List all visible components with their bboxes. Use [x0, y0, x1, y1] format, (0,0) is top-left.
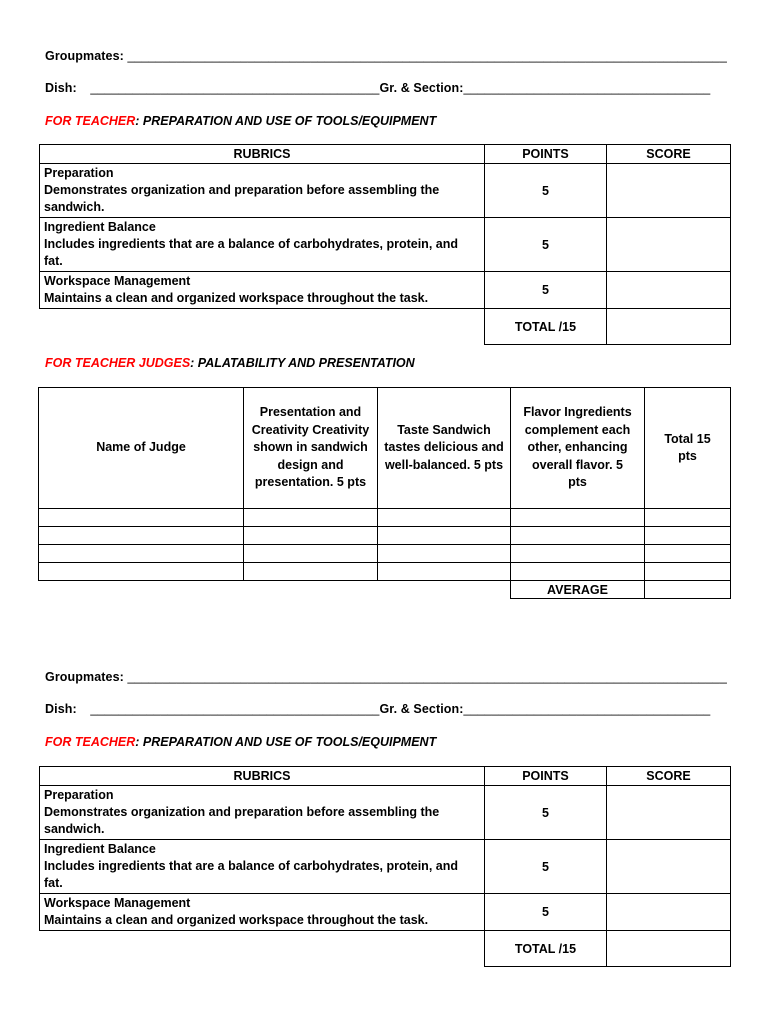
- judge-name-header: Name of Judge: [39, 388, 244, 509]
- taste-header: Taste Sandwich tastes delicious and well-balanced. 5 pts: [378, 388, 511, 509]
- dish-label: Dish:: [45, 81, 77, 95]
- rubric-desc: Includes ingredients that are a balance of carbohydrates, protein, and fat.: [44, 237, 458, 268]
- judge-row: [39, 509, 731, 527]
- points-cell: 5: [485, 164, 607, 218]
- taste-cell[interactable]: [378, 563, 511, 581]
- total-cell[interactable]: [645, 509, 731, 527]
- taste-cell[interactable]: [378, 527, 511, 545]
- total-cell[interactable]: [645, 563, 731, 581]
- rubric-title: Workspace Management: [44, 274, 191, 288]
- groupmates-line-1: [45, 49, 727, 63]
- score-cell[interactable]: [607, 272, 731, 309]
- rubric-table-1: [39, 144, 731, 345]
- points-cell: 5: [485, 272, 607, 309]
- average-row: [39, 581, 731, 599]
- groupmates-label: Groupmates:: [45, 49, 124, 63]
- presentation-cell[interactable]: [244, 527, 378, 545]
- points-cell: 5: [485, 786, 607, 840]
- total-cell[interactable]: [645, 545, 731, 563]
- points-header: POINTS: [485, 145, 607, 164]
- points-cell: 5: [485, 218, 607, 272]
- average-cell[interactable]: [645, 581, 731, 599]
- score-cell[interactable]: [607, 894, 731, 931]
- rubric-title: Workspace Management: [44, 896, 191, 910]
- dish-label: Dish:: [45, 702, 77, 716]
- rubric-cell: [40, 894, 485, 931]
- dish-line-1: [45, 81, 710, 95]
- dish-line-2: [45, 702, 710, 716]
- blank-cell: [40, 309, 485, 345]
- rubric-row: [40, 840, 731, 894]
- points-header: POINTS: [485, 767, 607, 786]
- rubric-title: Preparation: [44, 788, 114, 802]
- total-score-cell[interactable]: [607, 931, 731, 967]
- rubric-title: Ingredient Balance: [44, 842, 156, 856]
- judge-row: [39, 527, 731, 545]
- flavor-header: Flavor Ingredients complement each other, enhancing overall flavor. 5 pts: [511, 388, 645, 509]
- teacher-heading-1: [45, 114, 436, 128]
- flavor-cell[interactable]: [511, 563, 645, 581]
- rubric-desc: Demonstrates organization and preparation before assembling the sandwich.: [44, 183, 440, 214]
- rubric-row: [40, 786, 731, 840]
- total-header: Total 15 pts: [645, 388, 731, 509]
- judge-row: [39, 545, 731, 563]
- judge-name-cell[interactable]: [39, 509, 244, 527]
- blank-cell: [39, 581, 244, 599]
- dish-blank[interactable]: _________________________________________: [90, 81, 380, 95]
- rubric-desc: Maintains a clean and organized workspace throughout the task.: [44, 291, 429, 305]
- score-cell[interactable]: [607, 164, 731, 218]
- rubric-row: [40, 272, 731, 309]
- rubric-cell: [40, 840, 485, 894]
- rubric-table-2: [39, 766, 731, 967]
- rubrics-header: RUBRICS: [40, 767, 485, 786]
- score-cell[interactable]: [607, 840, 731, 894]
- total-label: TOTAL /15: [485, 931, 607, 967]
- total-score-cell[interactable]: [607, 309, 731, 345]
- flavor-cell[interactable]: [511, 527, 645, 545]
- blank-cell: [244, 581, 378, 599]
- score-cell[interactable]: [607, 786, 731, 840]
- gr-section-label: Gr. & Section:: [379, 702, 464, 716]
- taste-cell[interactable]: [378, 509, 511, 527]
- rubric-desc: Includes ingredients that are a balance of carbohydrates, protein, and fat.: [44, 859, 458, 890]
- blank-cell: [378, 581, 511, 599]
- judge-name-cell[interactable]: [39, 527, 244, 545]
- judges-table: [38, 387, 731, 599]
- blank-cell: [40, 931, 485, 967]
- rubrics-header: RUBRICS: [40, 145, 485, 164]
- teacher-heading-2: [45, 735, 436, 749]
- judge-row: [39, 563, 731, 581]
- judge-name-cell[interactable]: [39, 563, 244, 581]
- heading-prefix: FOR TEACHER JUDGES: [45, 356, 191, 370]
- judge-name-cell[interactable]: [39, 545, 244, 563]
- presentation-header: Presentation and Creativity Creativity shown in sandwich design and presentation. 5 pts: [244, 388, 378, 509]
- rubric-cell: [40, 272, 485, 309]
- presentation-cell[interactable]: [244, 545, 378, 563]
- presentation-cell[interactable]: [244, 563, 378, 581]
- rubric-cell: [40, 218, 485, 272]
- rubric-row: [40, 218, 731, 272]
- score-header: SCORE: [607, 767, 731, 786]
- gr-section-blank[interactable]: ___________________________________: [463, 702, 711, 716]
- flavor-cell[interactable]: [511, 545, 645, 563]
- total-label: TOTAL /15: [485, 309, 607, 345]
- flavor-cell[interactable]: [511, 509, 645, 527]
- gr-section-label: Gr. & Section:: [379, 81, 464, 95]
- rubric-desc: Maintains a clean and organized workspace throughout the task.: [44, 913, 429, 927]
- rubric-title: Preparation: [44, 166, 114, 180]
- average-label: AVERAGE: [511, 581, 645, 599]
- heading-suffix: : PALATABILITY AND PRESENTATION: [190, 356, 415, 370]
- taste-cell[interactable]: [378, 545, 511, 563]
- points-cell: 5: [485, 894, 607, 931]
- heading-prefix: FOR TEACHER: [45, 735, 136, 749]
- groupmates-blank[interactable]: _____________________________________________________________________________________: [127, 670, 727, 684]
- total-cell[interactable]: [645, 527, 731, 545]
- total-row: [40, 931, 731, 967]
- rubric-title: Ingredient Balance: [44, 220, 156, 234]
- rubric-row: [40, 164, 731, 218]
- groupmates-blank[interactable]: _____________________________________________________________________________________: [127, 49, 727, 63]
- score-cell[interactable]: [607, 218, 731, 272]
- rubric-desc: Demonstrates organization and preparation before assembling the sandwich.: [44, 805, 440, 836]
- heading-suffix: : PREPARATION AND USE OF TOOLS/EQUIPMENT: [135, 114, 437, 128]
- rubric-cell: [40, 786, 485, 840]
- rubric-header-row: [40, 767, 731, 786]
- dish-blank[interactable]: _________________________________________: [90, 702, 380, 716]
- judges-header-row: [39, 388, 731, 509]
- heading-suffix: : PREPARATION AND USE OF TOOLS/EQUIPMENT: [135, 735, 437, 749]
- heading-prefix: FOR TEACHER: [45, 114, 136, 128]
- groupmates-label: Groupmates:: [45, 670, 124, 684]
- rubric-row: [40, 894, 731, 931]
- total-row: [40, 309, 731, 345]
- groupmates-line-2: [45, 670, 727, 684]
- rubric-cell: [40, 164, 485, 218]
- rubric-header-row: [40, 145, 731, 164]
- gr-section-blank[interactable]: ___________________________________: [463, 81, 711, 95]
- presentation-cell[interactable]: [244, 509, 378, 527]
- points-cell: 5: [485, 840, 607, 894]
- score-header: SCORE: [607, 145, 731, 164]
- judges-heading: [45, 356, 415, 370]
